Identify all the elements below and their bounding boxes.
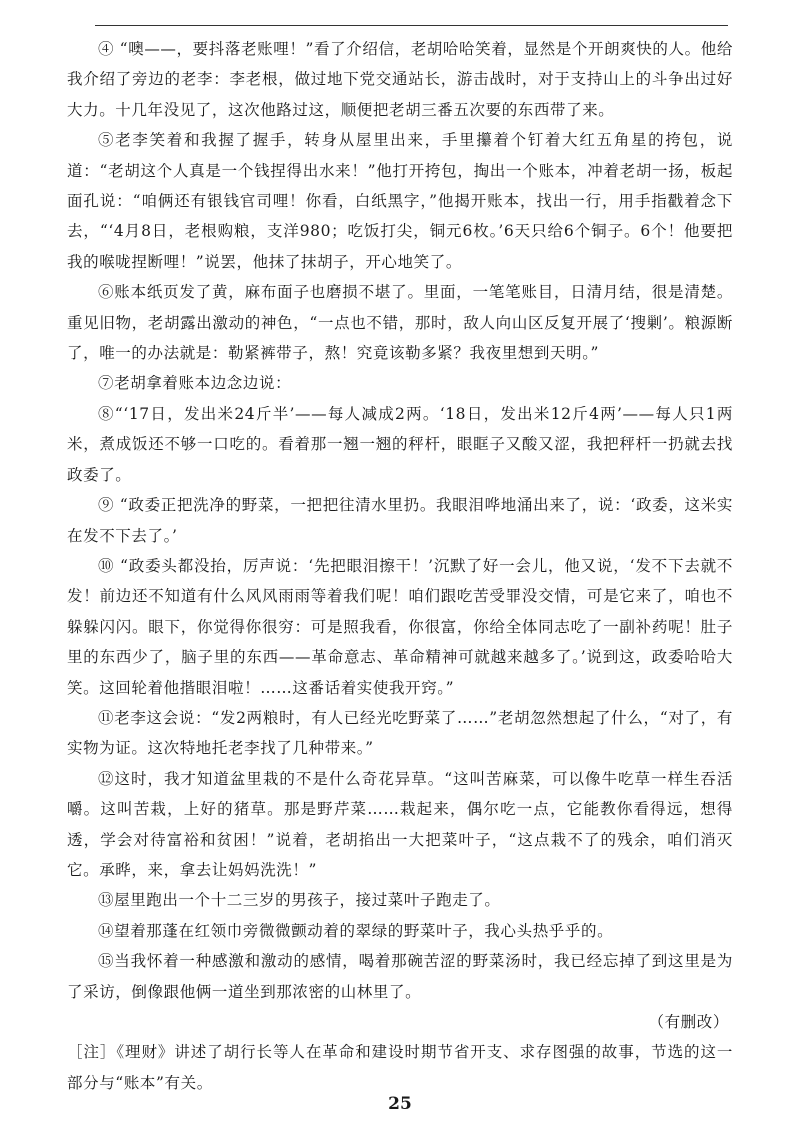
paragraph-12: ⑫这时，我才知道盆里栽的不是什么奇花异草。“这叫苦麻菜，可以像牛吃草一样生吞活嚼。这叫苦栽，上好的猪草。那是野芹菜……栽起来，偶尔吃一点，它能教你看得远，想得透，学会对待富裕和贫困！”说着，老胡掐出一大把菜叶子，“这点栽不了的残余，咱们消灭它。承晔，来，拿去让妈妈洗洗！”: [67, 769, 733, 879]
paragraph-13: ⑬屋里跑出一个十二三岁的男孩子，接过菜叶子跑走了。: [98, 891, 501, 910]
paragraph-6: ⑥账本纸页发了黄，麻布面子也磨损不堪了。里面，一笔笔账目，日清月结，很是清楚。重见旧物，老胡露出激动的神色，“一点也不错，那时，敌人向山区反复开展了‘搜剿’。粮源断了，唯一的办法就是：勒紧裤带子，熬！究竟该勒多紧？我夜里想到天明。”: [67, 283, 733, 363]
paragraph-8: ⑧“‘17日，发出米24斤半’——每人减成2两。‘18日，发出米12斤4两’——每人只1两米，煮成饭还不够一口吃的。看着那一翘一翘的秤杆，眼眶子又酸又涩，我把秤杆一扔就去找政委了。: [67, 404, 733, 484]
source-note: （有删改）: [648, 1013, 729, 1031]
paragraph-7: ⑦老胡拿着账本边念边说：: [98, 374, 292, 393]
article-body: [67, 34, 733, 1098]
paragraph-11: ⑪老李这会说：“发2两粮时，有人已经光吃野菜了……”老胡忽然想起了什么，“对了，有实物为证。这次特地托老李找了几种带来。”: [67, 708, 733, 758]
paragraph-15: ⑮当我怀着一种感激和激动的感情，喝着那碗苦涩的野菜汤时，我已经忘掉了到这里是为了采访，倒像跟他俩一道坐到那浓密的山林里了。: [67, 952, 733, 1001]
paragraph-14: ⑭望着那蓬在红领巾旁微微颤动着的翠绿的野菜叶子，我心头热乎乎的。: [98, 921, 614, 940]
paragraph-9: ⑨ “政委正把洗净的野菜，一把把往清水里扔。我眼泪哗地涌出来了，说：‘政委，这米实在发不下去了。’: [67, 496, 733, 545]
header-rule: [95, 25, 728, 26]
footnote: ［注］《理财》讲述了胡行长等人在革命和建设时期节省开支、求存图强的故事，节选的这一部分与“账本”有关。: [67, 1043, 733, 1092]
page-number: 25: [388, 1094, 412, 1114]
paragraph-10: ⑩ “政委头都没抬，厉声说：‘先把眼泪擦干！’沉默了好一会儿，他又说，‘发不下去就不发！前边还不知道有什么风风雨雨等着我们呢！咱们跟吃苦受罪没交情，可是它来了，咱也不躲躲闪闪。眼下，你觉得你很穷：可是照我看，你很富，你给全体同志吃了一副补药呢！肚子里的东西少了，脑子里的东西——革命意志、革命精神可就越来越多了。’说到这，政委哈哈大笑。这回轮着他揩眼泪啦！……这番话着实使我开窍。”: [67, 556, 733, 697]
paragraph-5: ⑤老李笑着和我握了握手，转身从屋里出来，手里攥着个钉着大红五角星的挎包，说道：“老胡这个人真是一个钱捏得出水来！”他打开挎包，掏出一个账本，冲着老胡一扬，板起面孔说：“咱俩还有银钱官司哩！你看，白纸黑字，”他揭开账本，找出一行，用手指戳着念下去，“‘4月8日，老根购粮，支洋980；吃饭打尖，铜元6枚。’6天只给6个铜子。6个！他要把我的喉咙捏断哩！”说罢，他抹了抹胡子，开心地笑了。: [67, 131, 733, 271]
paragraph-4: ④ “噢——，要抖落老账哩！”看了介绍信，老胡哈哈笑着，显然是个开朗爽快的人。他给我介绍了旁边的老李：李老根，做过地下党交通站长，游击战时，对于支持山上的斗争出过好大力。十几年没见了，这次他路过这，顺便把老胡三番五次要的东西带了来。: [67, 40, 733, 119]
